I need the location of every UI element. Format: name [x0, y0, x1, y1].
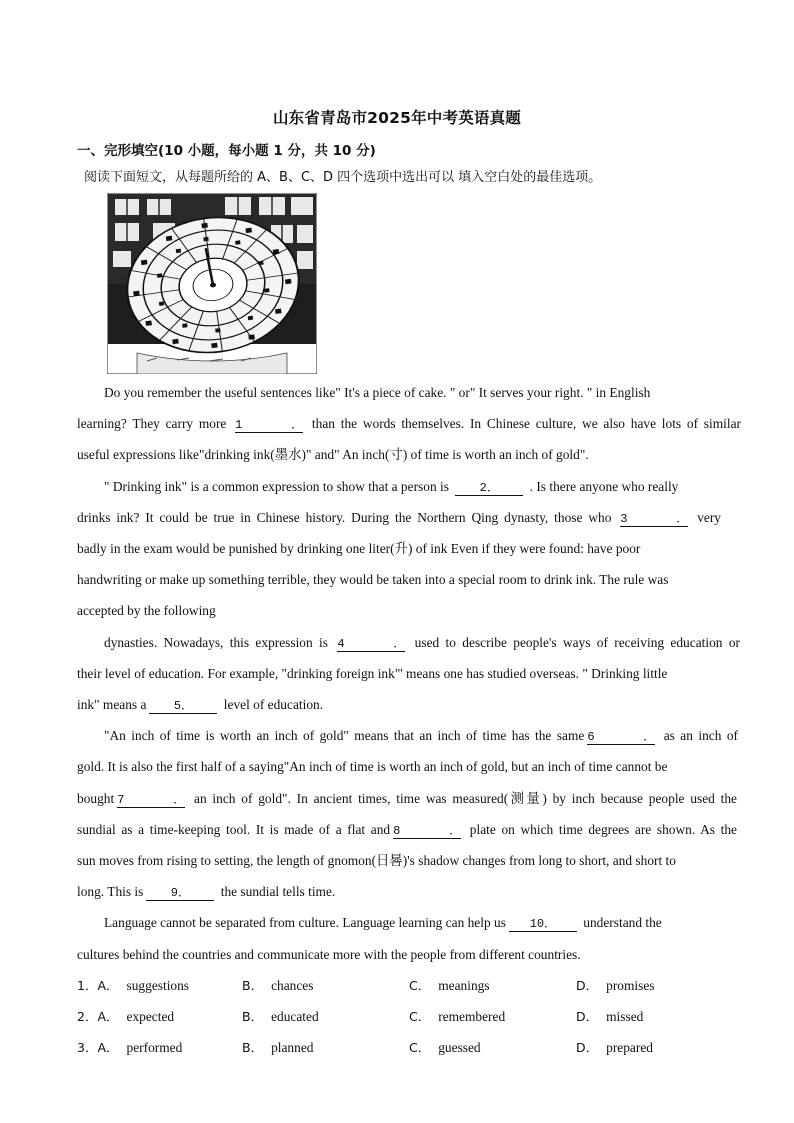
- passage-line: [77, 509, 721, 527]
- passage-text: dynasties. Nowadays, this expression is: [104, 635, 328, 650]
- passage-text: . Is there anyone who really: [529, 479, 679, 494]
- option-a[interactable]: [77, 1039, 182, 1057]
- option-text: planned: [271, 1040, 314, 1055]
- passage-line: [104, 384, 700, 402]
- option-text: guessed: [438, 1040, 481, 1055]
- passage-text: useful expressions like"drinking ink(墨水)" and" An inch(寸) of time is worth an inch of gold".: [77, 447, 589, 462]
- passage-text: the sundial tells time.: [220, 884, 336, 899]
- passage-text: plate on which time degrees are shown. As the: [469, 822, 737, 837]
- option-a[interactable]: [77, 1008, 174, 1026]
- passage-text: Do you remember the useful sentences like" It's a piece of cake. " or" It serves your right. " in English: [104, 385, 651, 400]
- passage-text: gold. It is also the first half of a saying"An inch of time is worth an inch of gold, but an inch of time cannot be: [77, 759, 668, 774]
- passage-line: [77, 602, 741, 620]
- question-number: 2．A．: [77, 1009, 119, 1024]
- option-text: missed: [606, 1009, 644, 1024]
- passage-text: sundial as a time-keeping tool. It is made of a flat and: [77, 822, 391, 837]
- passage-line: [104, 634, 740, 652]
- passage-line: [77, 946, 741, 964]
- option-key: B．: [242, 1040, 264, 1055]
- option-b[interactable]: [242, 1008, 319, 1026]
- option-text: promises: [606, 978, 655, 993]
- passage-text: accepted by the following: [77, 603, 216, 618]
- passage-line: [77, 696, 741, 714]
- option-text: educated: [271, 1009, 319, 1024]
- passage-text: as an inch of: [663, 728, 738, 743]
- passage-text: understand the: [583, 915, 662, 930]
- blank-4[interactable]: 4．: [337, 637, 406, 651]
- passage-line: [77, 852, 741, 870]
- option-d[interactable]: [576, 1039, 653, 1057]
- passage-text: handwriting or make up something terrible, they would be taken into a special room to drink ink. The rule was: [77, 572, 669, 587]
- passage-text: long. This is: [77, 884, 144, 899]
- option-text: meanings: [438, 978, 490, 993]
- passage-text: an inch of gold". In ancient times, time was measured(测量) by inch because people used the: [194, 791, 737, 806]
- option-c[interactable]: [409, 1008, 505, 1026]
- option-c[interactable]: [409, 1039, 481, 1057]
- option-b[interactable]: [242, 977, 313, 995]
- option-key: D．: [576, 1009, 599, 1024]
- question-number: 3．A．: [77, 1040, 119, 1055]
- option-a[interactable]: [77, 977, 189, 995]
- question-number: 1．A．: [77, 978, 119, 993]
- passage-line: [77, 758, 741, 776]
- blank-6[interactable]: 6．: [587, 730, 656, 744]
- passage-line: [104, 914, 716, 932]
- option-text: performed: [126, 1040, 183, 1055]
- option-text: suggestions: [126, 978, 190, 993]
- passage-text: "An inch of time is worth an inch of gold" means that an inch of time has the same: [104, 728, 585, 743]
- blank-1[interactable]: 1．: [235, 418, 304, 432]
- passage-text: Language cannot be separated from culture. Language learning can help us: [104, 915, 506, 930]
- passage-text: used to describe people's ways of receiving education or: [414, 635, 740, 650]
- passage-text: drinks ink? It could be true in Chinese history. During the Northern Qing dynasty, those who: [77, 510, 612, 525]
- sundial-photo: [107, 193, 317, 374]
- blank-2[interactable]: 2．: [455, 481, 523, 496]
- blank-10[interactable]: 10．: [509, 917, 577, 932]
- passage-text: ink" means a: [77, 697, 147, 712]
- option-key: C．: [409, 978, 431, 993]
- passage-text: than the words themselves. In Chinese culture, we also have lots of similar: [311, 416, 741, 431]
- passage-text: level of education.: [223, 697, 324, 712]
- passage-line: [77, 883, 741, 901]
- option-key: B．: [242, 1009, 264, 1024]
- passage-line: [104, 727, 738, 745]
- passage-line: [77, 571, 741, 589]
- passage-text: " Drinking ink" is a common expression to show that a person is: [104, 479, 449, 494]
- passage-text: bought: [77, 791, 115, 806]
- blank-3[interactable]: 3．: [620, 512, 689, 526]
- blank-7[interactable]: 7．: [117, 793, 186, 807]
- passage-line: [77, 821, 737, 839]
- passage-text: badly in the exam would be punished by drinking one liter(升) of ink Even if they were found: have poor: [77, 541, 641, 556]
- passage-text: cultures behind the countries and communicate more with the people from different countries.: [77, 947, 581, 962]
- passage-line: [77, 446, 741, 464]
- passage-line: [104, 478, 724, 496]
- page-title: 山东省青岛市2025年中考英语真题: [272, 109, 522, 127]
- option-text: expected: [126, 1009, 175, 1024]
- passage-line: [77, 790, 737, 808]
- option-d[interactable]: [576, 977, 655, 995]
- blank-8[interactable]: 8．: [393, 824, 462, 838]
- passage-text: their level of education. For example, "drinking foreign ink"' means one has studied overseas. " Drinking little: [77, 666, 668, 681]
- option-text: remembered: [438, 1009, 506, 1024]
- section-heading: 一、完形填空(10 小题，每小题 1 分，共 10 分): [77, 143, 376, 159]
- option-key: B．: [242, 978, 264, 993]
- passage-line: [77, 540, 741, 558]
- instruction-text: 阅读下面短文，从每题所给的 A、B、C、D 四个选项中选出可以 填入空白处的最佳选项。: [84, 170, 602, 185]
- blank-9[interactable]: 9．: [146, 886, 214, 901]
- option-text: chances: [271, 978, 314, 993]
- option-text: prepared: [606, 1040, 653, 1055]
- option-b[interactable]: [242, 1039, 313, 1057]
- passage-text: sun moves from rising to setting, the length of gnomon(日晷)'s shadow changes from long to short, and short to: [77, 853, 676, 868]
- option-key: C．: [409, 1009, 431, 1024]
- passage-text: very: [697, 510, 721, 525]
- option-d[interactable]: [576, 1008, 643, 1026]
- option-key: C．: [409, 1040, 431, 1055]
- passage-text: learning? They carry more: [77, 416, 227, 431]
- option-c[interactable]: [409, 977, 490, 995]
- option-key: D．: [576, 1040, 599, 1055]
- option-key: D．: [576, 978, 599, 993]
- passage-line: [77, 665, 741, 683]
- passage-line: [77, 415, 741, 433]
- blank-5[interactable]: 5．: [149, 699, 217, 714]
